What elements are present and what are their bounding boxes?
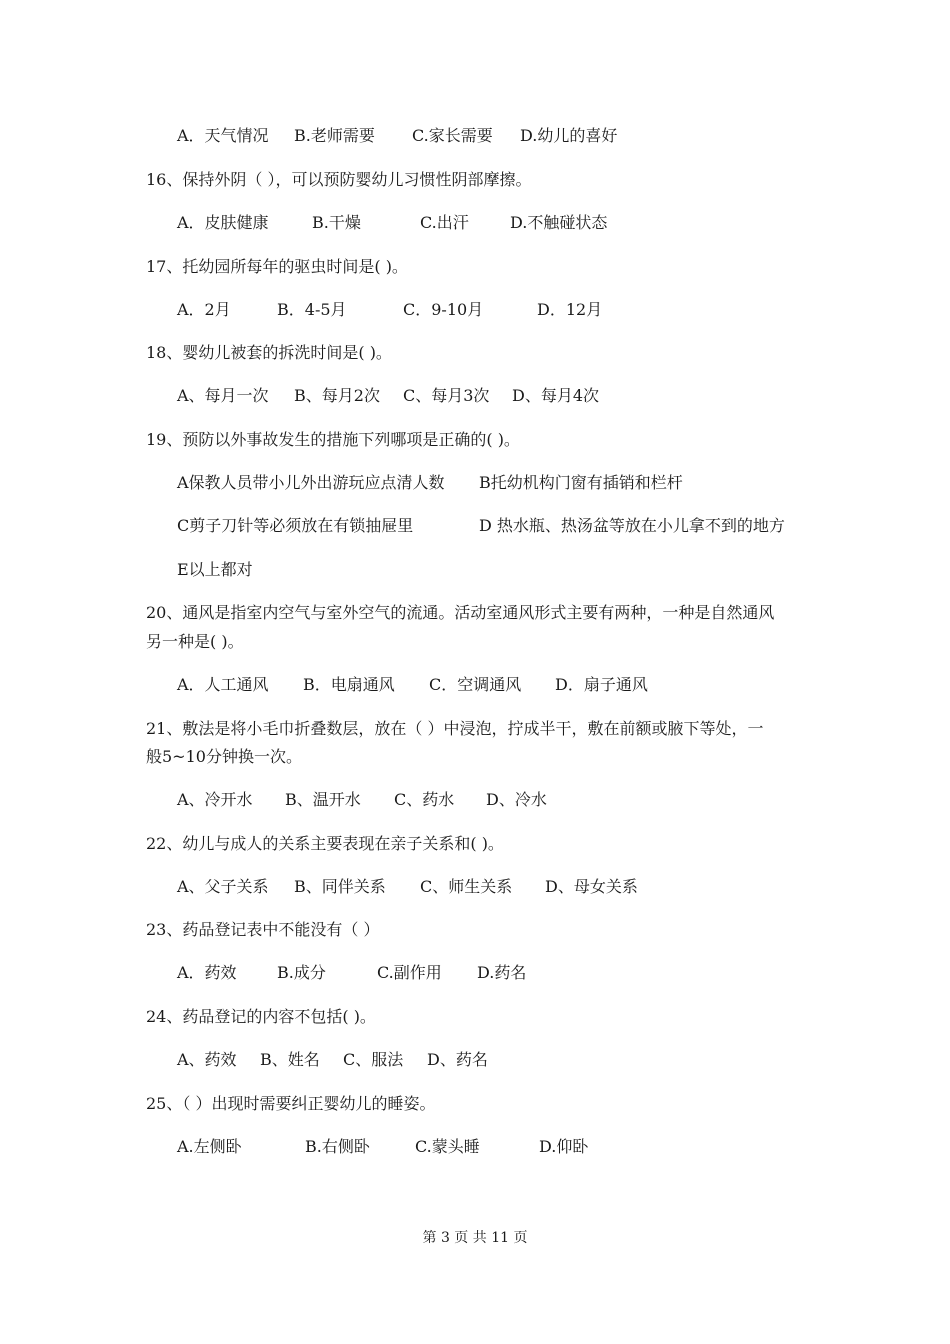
option-b: B．4-5月 [277, 300, 347, 319]
option-a: A．药效 [177, 963, 237, 982]
option-c: C.家长需要 [412, 126, 493, 145]
question-16: 16、保持外阴（ ），可以预防婴幼儿习惯性阴部摩擦。 [146, 170, 532, 189]
option-a: A、药效 [177, 1050, 237, 1069]
option-a: A．皮肤健康 [177, 213, 269, 232]
option-b: B.右侧卧 [305, 1137, 370, 1156]
option-c: C.蒙头睡 [415, 1137, 480, 1156]
option-d: D.幼儿的喜好 [520, 126, 618, 145]
option-c: C、师生关系 [420, 877, 513, 896]
question-20: 20、通风是指室内空气与室外空气的流通。活动室通风形式主要有两种，一种是自然通风 [146, 603, 775, 622]
option-b: B、姓名 [260, 1050, 320, 1069]
option-c: C剪子刀针等必须放在有锁抽屉里 [177, 516, 414, 535]
option-d: D 热水瓶、热汤盆等放在小儿拿不到的地方 [479, 516, 785, 535]
option-a: A、冷开水 [177, 790, 253, 809]
option-b: B、温开水 [285, 790, 361, 809]
option-a: A、父子关系 [177, 877, 269, 896]
option-b: B.老师需要 [294, 126, 375, 145]
option-c: C、每月3次 [403, 386, 490, 405]
option-d: D．扇子通风 [555, 675, 648, 694]
question-24: 24、药品登记的内容不包括( )。 [146, 1007, 376, 1026]
option-b: B托幼机构门窗有插销和栏杆 [479, 473, 683, 492]
option-b: B、同伴关系 [294, 877, 386, 896]
option-d: D.药名 [477, 963, 527, 982]
option-d: D、冷水 [486, 790, 547, 809]
option-b: B．电扇通风 [303, 675, 395, 694]
option-a: A.左侧卧 [177, 1137, 242, 1156]
question-20-cont: 另一种是( )。 [146, 632, 244, 651]
option-c: C.出汗 [420, 213, 469, 232]
option-c: C．空调通风 [429, 675, 522, 694]
question-19: 19、预防以外事故发生的措施下列哪项是正确的( )。 [146, 430, 520, 449]
option-a: A、每月一次 [177, 386, 269, 405]
option-c: C、药水 [394, 790, 455, 809]
question-23: 23、药品登记表中不能没有（ ） [146, 920, 380, 939]
option-c: C．9-10月 [403, 300, 484, 319]
question-18: 18、婴幼儿被套的拆洗时间是( )。 [146, 343, 392, 362]
option-d: D、药名 [427, 1050, 488, 1069]
option-b: B.干燥 [312, 213, 361, 232]
option-d: D.不触碰状态 [510, 213, 608, 232]
page-number-footer: 第 3 页 共 11 页 [422, 1230, 528, 1246]
option-b: B.成分 [277, 963, 326, 982]
question-17: 17、托幼园所每年的驱虫时间是( )。 [146, 257, 408, 276]
option-a: A．2月 [177, 300, 231, 319]
question-21: 21、敷法是将小毛巾折叠数层，放在（ ）中浸泡，拧成半干，敷在前额或腋下等处，一 [146, 719, 764, 738]
option-a: A．人工通风 [177, 675, 269, 694]
option-c: C、服法 [343, 1050, 404, 1069]
option-d: D.仰卧 [539, 1137, 589, 1156]
option-b: B、每月2次 [294, 386, 380, 405]
option-e: E以上都对 [177, 560, 253, 579]
option-a: A．天气情况 [177, 126, 269, 145]
option-c: C.副作用 [377, 963, 442, 982]
option-d: D．12月 [537, 300, 603, 319]
question-21-cont: 般5~10分钟换一次。 [146, 747, 302, 766]
question-25: 25、（ ）出现时需要纠正婴幼儿的睡姿。 [146, 1094, 436, 1113]
question-22: 22、幼儿与成人的关系主要表现在亲子关系和( )。 [146, 834, 504, 853]
option-d: D、每月4次 [512, 386, 600, 405]
option-a: A保教人员带小儿外出游玩应点清人数 [177, 473, 445, 492]
option-d: D、母女关系 [545, 877, 638, 896]
